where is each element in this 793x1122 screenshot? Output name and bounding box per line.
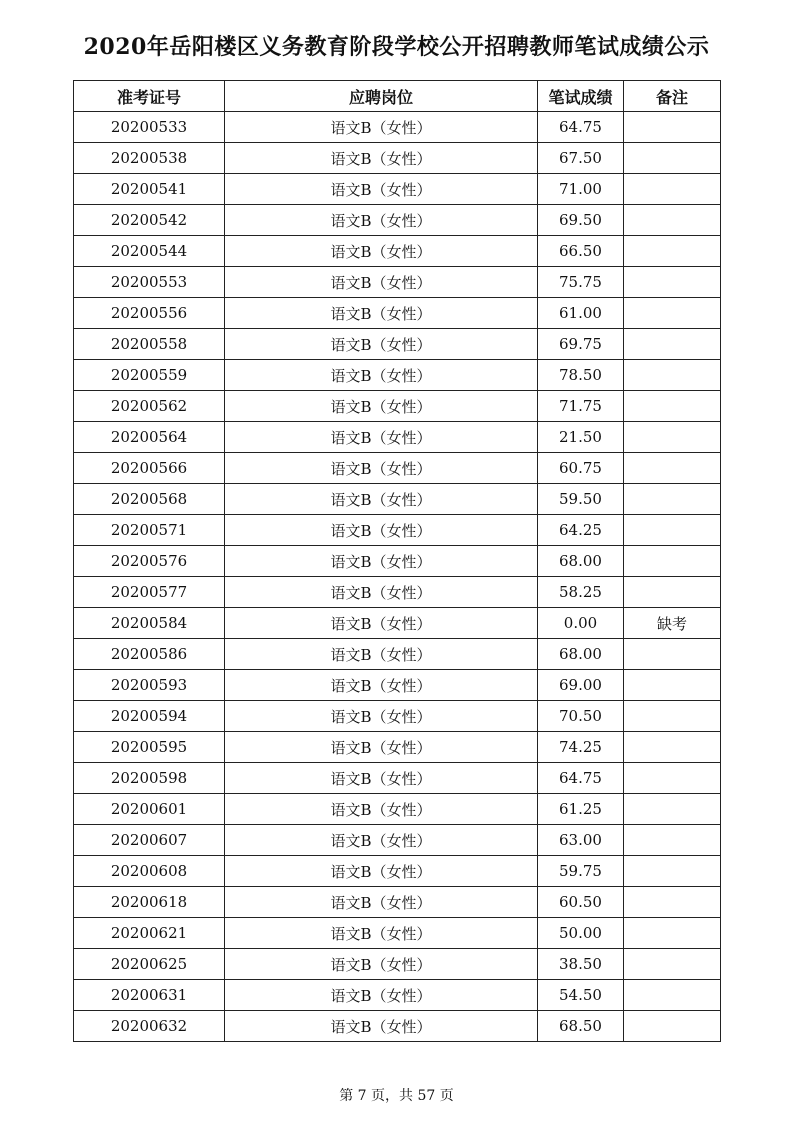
cell-exam-id: 20200556 — [74, 298, 225, 329]
table-row — [74, 608, 721, 639]
cell-score: 61.25 — [538, 794, 624, 825]
cell-position: 语文B（女性） — [225, 577, 538, 608]
cell-exam-id: 20200533 — [74, 112, 225, 143]
cell-position: 语文B（女性） — [225, 825, 538, 856]
cell-score: 74.25 — [538, 732, 624, 763]
cell-remarks — [624, 174, 721, 205]
cell-position: 语文B（女性） — [225, 608, 538, 639]
table-row — [74, 701, 721, 732]
table-row — [74, 794, 721, 825]
cell-remarks — [624, 825, 721, 856]
cell-score: 59.50 — [538, 484, 624, 515]
cell-position: 语文B（女性） — [225, 143, 538, 174]
table-row — [74, 174, 721, 205]
cell-remarks — [624, 856, 721, 887]
cell-position: 语文B（女性） — [225, 329, 538, 360]
cell-remarks — [624, 887, 721, 918]
cell-position: 语文B（女性） — [225, 732, 538, 763]
cell-exam-id: 20200594 — [74, 701, 225, 732]
table-row — [74, 670, 721, 701]
table-row — [74, 360, 721, 391]
cell-exam-id: 20200576 — [74, 546, 225, 577]
cell-exam-id: 20200625 — [74, 949, 225, 980]
cell-exam-id: 20200632 — [74, 1011, 225, 1042]
cell-exam-id: 20200538 — [74, 143, 225, 174]
cell-exam-id: 20200577 — [74, 577, 225, 608]
cell-remarks — [624, 484, 721, 515]
cell-exam-id: 20200598 — [74, 763, 225, 794]
cell-exam-id: 20200564 — [74, 422, 225, 453]
cell-position: 语文B（女性） — [225, 391, 538, 422]
cell-exam-id: 20200593 — [74, 670, 225, 701]
cell-remarks — [624, 639, 721, 670]
cell-remarks — [624, 763, 721, 794]
cell-remarks — [624, 205, 721, 236]
cell-score: 71.75 — [538, 391, 624, 422]
table-row — [74, 546, 721, 577]
table-row — [74, 205, 721, 236]
cell-score: 64.75 — [538, 763, 624, 794]
cell-remarks — [624, 701, 721, 732]
table-row — [74, 856, 721, 887]
cell-remarks — [624, 980, 721, 1011]
table-row — [74, 1011, 721, 1042]
cell-exam-id: 20200553 — [74, 267, 225, 298]
cell-exam-id: 20200558 — [74, 329, 225, 360]
cell-score: 70.50 — [538, 701, 624, 732]
cell-position: 语文B（女性） — [225, 422, 538, 453]
cell-exam-id: 20200618 — [74, 887, 225, 918]
table-row — [74, 484, 721, 515]
cell-score: 38.50 — [538, 949, 624, 980]
cell-score: 59.75 — [538, 856, 624, 887]
cell-exam-id: 20200571 — [74, 515, 225, 546]
cell-position: 语文B（女性） — [225, 887, 538, 918]
cell-exam-id: 20200608 — [74, 856, 225, 887]
cell-exam-id: 20200544 — [74, 236, 225, 267]
cell-score: 68.00 — [538, 639, 624, 670]
table-row — [74, 112, 721, 143]
table-row — [74, 236, 721, 267]
cell-score: 54.50 — [538, 980, 624, 1011]
table-row — [74, 825, 721, 856]
cell-remarks — [624, 515, 721, 546]
cell-exam-id: 20200601 — [74, 794, 225, 825]
table-row — [74, 949, 721, 980]
cell-score: 0.00 — [538, 608, 624, 639]
cell-remarks — [624, 1011, 721, 1042]
cell-exam-id: 20200568 — [74, 484, 225, 515]
cell-score: 60.50 — [538, 887, 624, 918]
table-row — [74, 267, 721, 298]
header-exam-id: 准考证号 — [74, 81, 225, 112]
table-row — [74, 515, 721, 546]
cell-position: 语文B（女性） — [225, 453, 538, 484]
cell-remarks — [624, 949, 721, 980]
cell-remarks — [624, 794, 721, 825]
cell-exam-id: 20200595 — [74, 732, 225, 763]
cell-position: 语文B（女性） — [225, 918, 538, 949]
cell-remarks — [624, 732, 721, 763]
cell-exam-id: 20200566 — [74, 453, 225, 484]
table-row — [74, 329, 721, 360]
cell-remarks — [624, 918, 721, 949]
cell-position: 语文B（女性） — [225, 763, 538, 794]
cell-position: 语文B（女性） — [225, 298, 538, 329]
results-table — [73, 80, 721, 1042]
cell-exam-id: 20200586 — [74, 639, 225, 670]
cell-position: 语文B（女性） — [225, 949, 538, 980]
table-row — [74, 143, 721, 174]
table-row — [74, 732, 721, 763]
cell-position: 语文B（女性） — [225, 267, 538, 298]
cell-position: 语文B（女性） — [225, 205, 538, 236]
cell-remarks — [624, 546, 721, 577]
table-row — [74, 453, 721, 484]
cell-remarks — [624, 360, 721, 391]
cell-position: 语文B（女性） — [225, 1011, 538, 1042]
cell-remarks: 缺考 — [624, 608, 721, 639]
page-title: 2020年岳阳楼区义务教育阶段学校公开招聘教师笔试成绩公示 — [83, 34, 710, 60]
table-row — [74, 763, 721, 794]
header-score: 笔试成绩 — [538, 81, 624, 112]
cell-exam-id: 20200542 — [74, 205, 225, 236]
cell-remarks — [624, 453, 721, 484]
cell-position: 语文B（女性） — [225, 174, 538, 205]
table-row — [74, 298, 721, 329]
cell-position: 语文B（女性） — [225, 670, 538, 701]
table-row — [74, 887, 721, 918]
cell-position: 语文B（女性） — [225, 546, 538, 577]
table-header-row — [74, 81, 721, 112]
cell-score: 67.50 — [538, 143, 624, 174]
cell-score: 78.50 — [538, 360, 624, 391]
cell-score: 21.50 — [538, 422, 624, 453]
cell-score: 71.00 — [538, 174, 624, 205]
header-remarks: 备注 — [624, 81, 721, 112]
table-row — [74, 918, 721, 949]
header-position: 应聘岗位 — [225, 81, 538, 112]
cell-position: 语文B（女性） — [225, 515, 538, 546]
cell-remarks — [624, 670, 721, 701]
table-row — [74, 639, 721, 670]
cell-remarks — [624, 391, 721, 422]
table-row — [74, 422, 721, 453]
cell-score: 63.00 — [538, 825, 624, 856]
cell-score: 69.75 — [538, 329, 624, 360]
cell-exam-id: 20200559 — [74, 360, 225, 391]
cell-score: 66.50 — [538, 236, 624, 267]
cell-position: 语文B（女性） — [225, 794, 538, 825]
cell-position: 语文B（女性） — [225, 639, 538, 670]
cell-remarks — [624, 236, 721, 267]
cell-position: 语文B（女性） — [225, 980, 538, 1011]
table-row — [74, 391, 721, 422]
cell-position: 语文B（女性） — [225, 856, 538, 887]
cell-position: 语文B（女性） — [225, 236, 538, 267]
cell-exam-id: 20200621 — [74, 918, 225, 949]
cell-remarks — [624, 112, 721, 143]
cell-exam-id: 20200562 — [74, 391, 225, 422]
cell-exam-id: 20200541 — [74, 174, 225, 205]
cell-score: 50.00 — [538, 918, 624, 949]
cell-exam-id: 20200631 — [74, 980, 225, 1011]
cell-exam-id: 20200607 — [74, 825, 225, 856]
cell-score: 69.00 — [538, 670, 624, 701]
cell-score: 69.50 — [538, 205, 624, 236]
page-footer: 第 7 页，共 57 页 — [339, 1088, 454, 1104]
cell-remarks — [624, 422, 721, 453]
table-row — [74, 980, 721, 1011]
cell-score: 64.25 — [538, 515, 624, 546]
cell-score: 61.00 — [538, 298, 624, 329]
cell-score: 58.25 — [538, 577, 624, 608]
cell-exam-id: 20200584 — [74, 608, 225, 639]
cell-score: 68.50 — [538, 1011, 624, 1042]
table-row — [74, 577, 721, 608]
cell-remarks — [624, 298, 721, 329]
cell-score: 64.75 — [538, 112, 624, 143]
cell-score: 68.00 — [538, 546, 624, 577]
cell-position: 语文B（女性） — [225, 360, 538, 391]
cell-position: 语文B（女性） — [225, 701, 538, 732]
cell-score: 60.75 — [538, 453, 624, 484]
cell-remarks — [624, 329, 721, 360]
cell-remarks — [624, 267, 721, 298]
cell-remarks — [624, 143, 721, 174]
cell-position: 语文B（女性） — [225, 484, 538, 515]
cell-position: 语文B（女性） — [225, 112, 538, 143]
cell-remarks — [624, 577, 721, 608]
cell-score: 75.75 — [538, 267, 624, 298]
